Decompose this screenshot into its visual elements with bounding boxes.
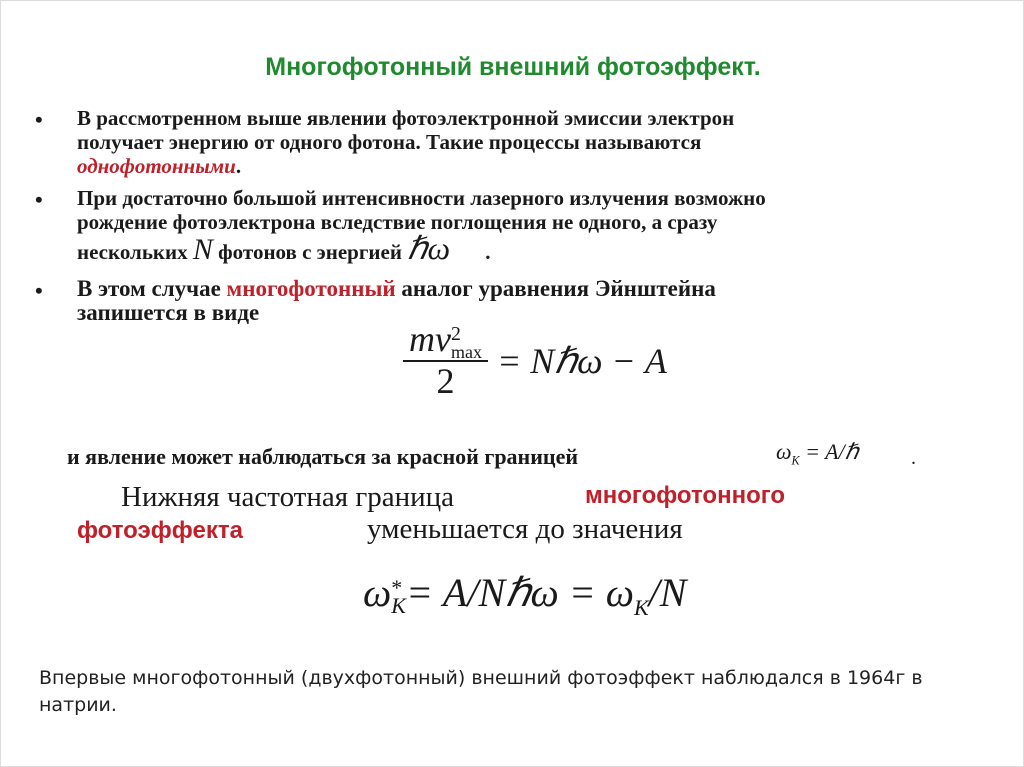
red-limit-rhs: = A/ℏ (805, 439, 859, 464)
bullet-marker: • (35, 107, 43, 132)
bullet-3-start: В этом случае (77, 276, 221, 301)
bullet-1-line-1: В рассмотренном выше явлении фотоэлектронной эмиссии электрон (77, 106, 735, 130)
bullet-2-line-2: рождение фотоэлектрона вследствие поглощения не одного, а сразу (77, 210, 718, 234)
symbol-hbar-omega: ℏω (407, 230, 451, 266)
bullet-marker: • (35, 187, 43, 212)
bullet-marker: • (35, 278, 43, 303)
bullet-3-line-1 (77, 277, 977, 301)
numerator-exponent: 2 (450, 322, 461, 345)
rhs-subscript-k: K (633, 595, 649, 620)
numerator-subscript: max (450, 341, 482, 362)
bullet-2-line-3 (77, 230, 977, 266)
bullet-1-line-2: получает энергию от одного фотона. Такие процессы называются (77, 130, 702, 154)
red-limit-formula (776, 439, 859, 468)
equation-fraction (403, 321, 488, 401)
page-title: Многофотонный внешний фотоэффект. (265, 53, 761, 81)
bullet-2-line-3-start: нескольких (77, 240, 188, 264)
bullet-3-text (77, 277, 977, 325)
threshold-middle: = A/Nℏω = ω (405, 570, 634, 615)
footer-note: Впервые многофотонный (двухфотонный) внешний фотоэффект наблюдался в 1964г в натрии. (39, 667, 923, 716)
omega-subscript-k: K (791, 453, 800, 468)
equation-numerator (403, 321, 488, 362)
bullet-1-text (77, 106, 977, 178)
bullet-3-line-2: запишется в виде (77, 300, 260, 325)
symbol-n: N (192, 233, 213, 266)
red-limit-text: и явление может наблюдаться за красной границей (67, 444, 579, 469)
threshold-equation (363, 569, 686, 621)
omega-symbol: ω (776, 439, 792, 464)
highlight-one-photon: однофотонными (77, 154, 236, 178)
highlight-photoeffect: фотоэффекта (77, 517, 243, 544)
bullet-2-text (77, 186, 977, 264)
highlight-multiphoton-genitive: многофотонного (585, 482, 786, 509)
lower-bound-text-2: уменьшается до значения (367, 513, 683, 545)
bullet-3-rest: аналог уравнения Эйнштейна (401, 276, 716, 301)
equation-denominator: 2 (436, 360, 455, 401)
bullet-1-end: . (235, 154, 242, 178)
bullet-2-line-3-mid: фотонов с энергией (218, 240, 402, 264)
threshold-end: /N (648, 570, 687, 615)
lower-bound-text-1: Нижняя частотная граница (121, 481, 455, 513)
lhs-subscript-k: K (391, 592, 406, 618)
highlight-multiphoton: многофотонный (226, 276, 396, 301)
lhs-omega: ω (363, 570, 392, 615)
red-limit-end: . (911, 447, 916, 469)
lhs-star: * (391, 575, 403, 601)
bullet-2-end: . (485, 240, 491, 264)
equation-rhs: = Nℏω − A (496, 341, 667, 382)
bullet-1-line-3 (77, 154, 977, 178)
numerator-mv: mv (409, 319, 451, 359)
einstein-equation (403, 321, 667, 401)
bullet-2-line-1: При достаточно большой интенсивности лазерного излучения возможно (77, 186, 766, 210)
